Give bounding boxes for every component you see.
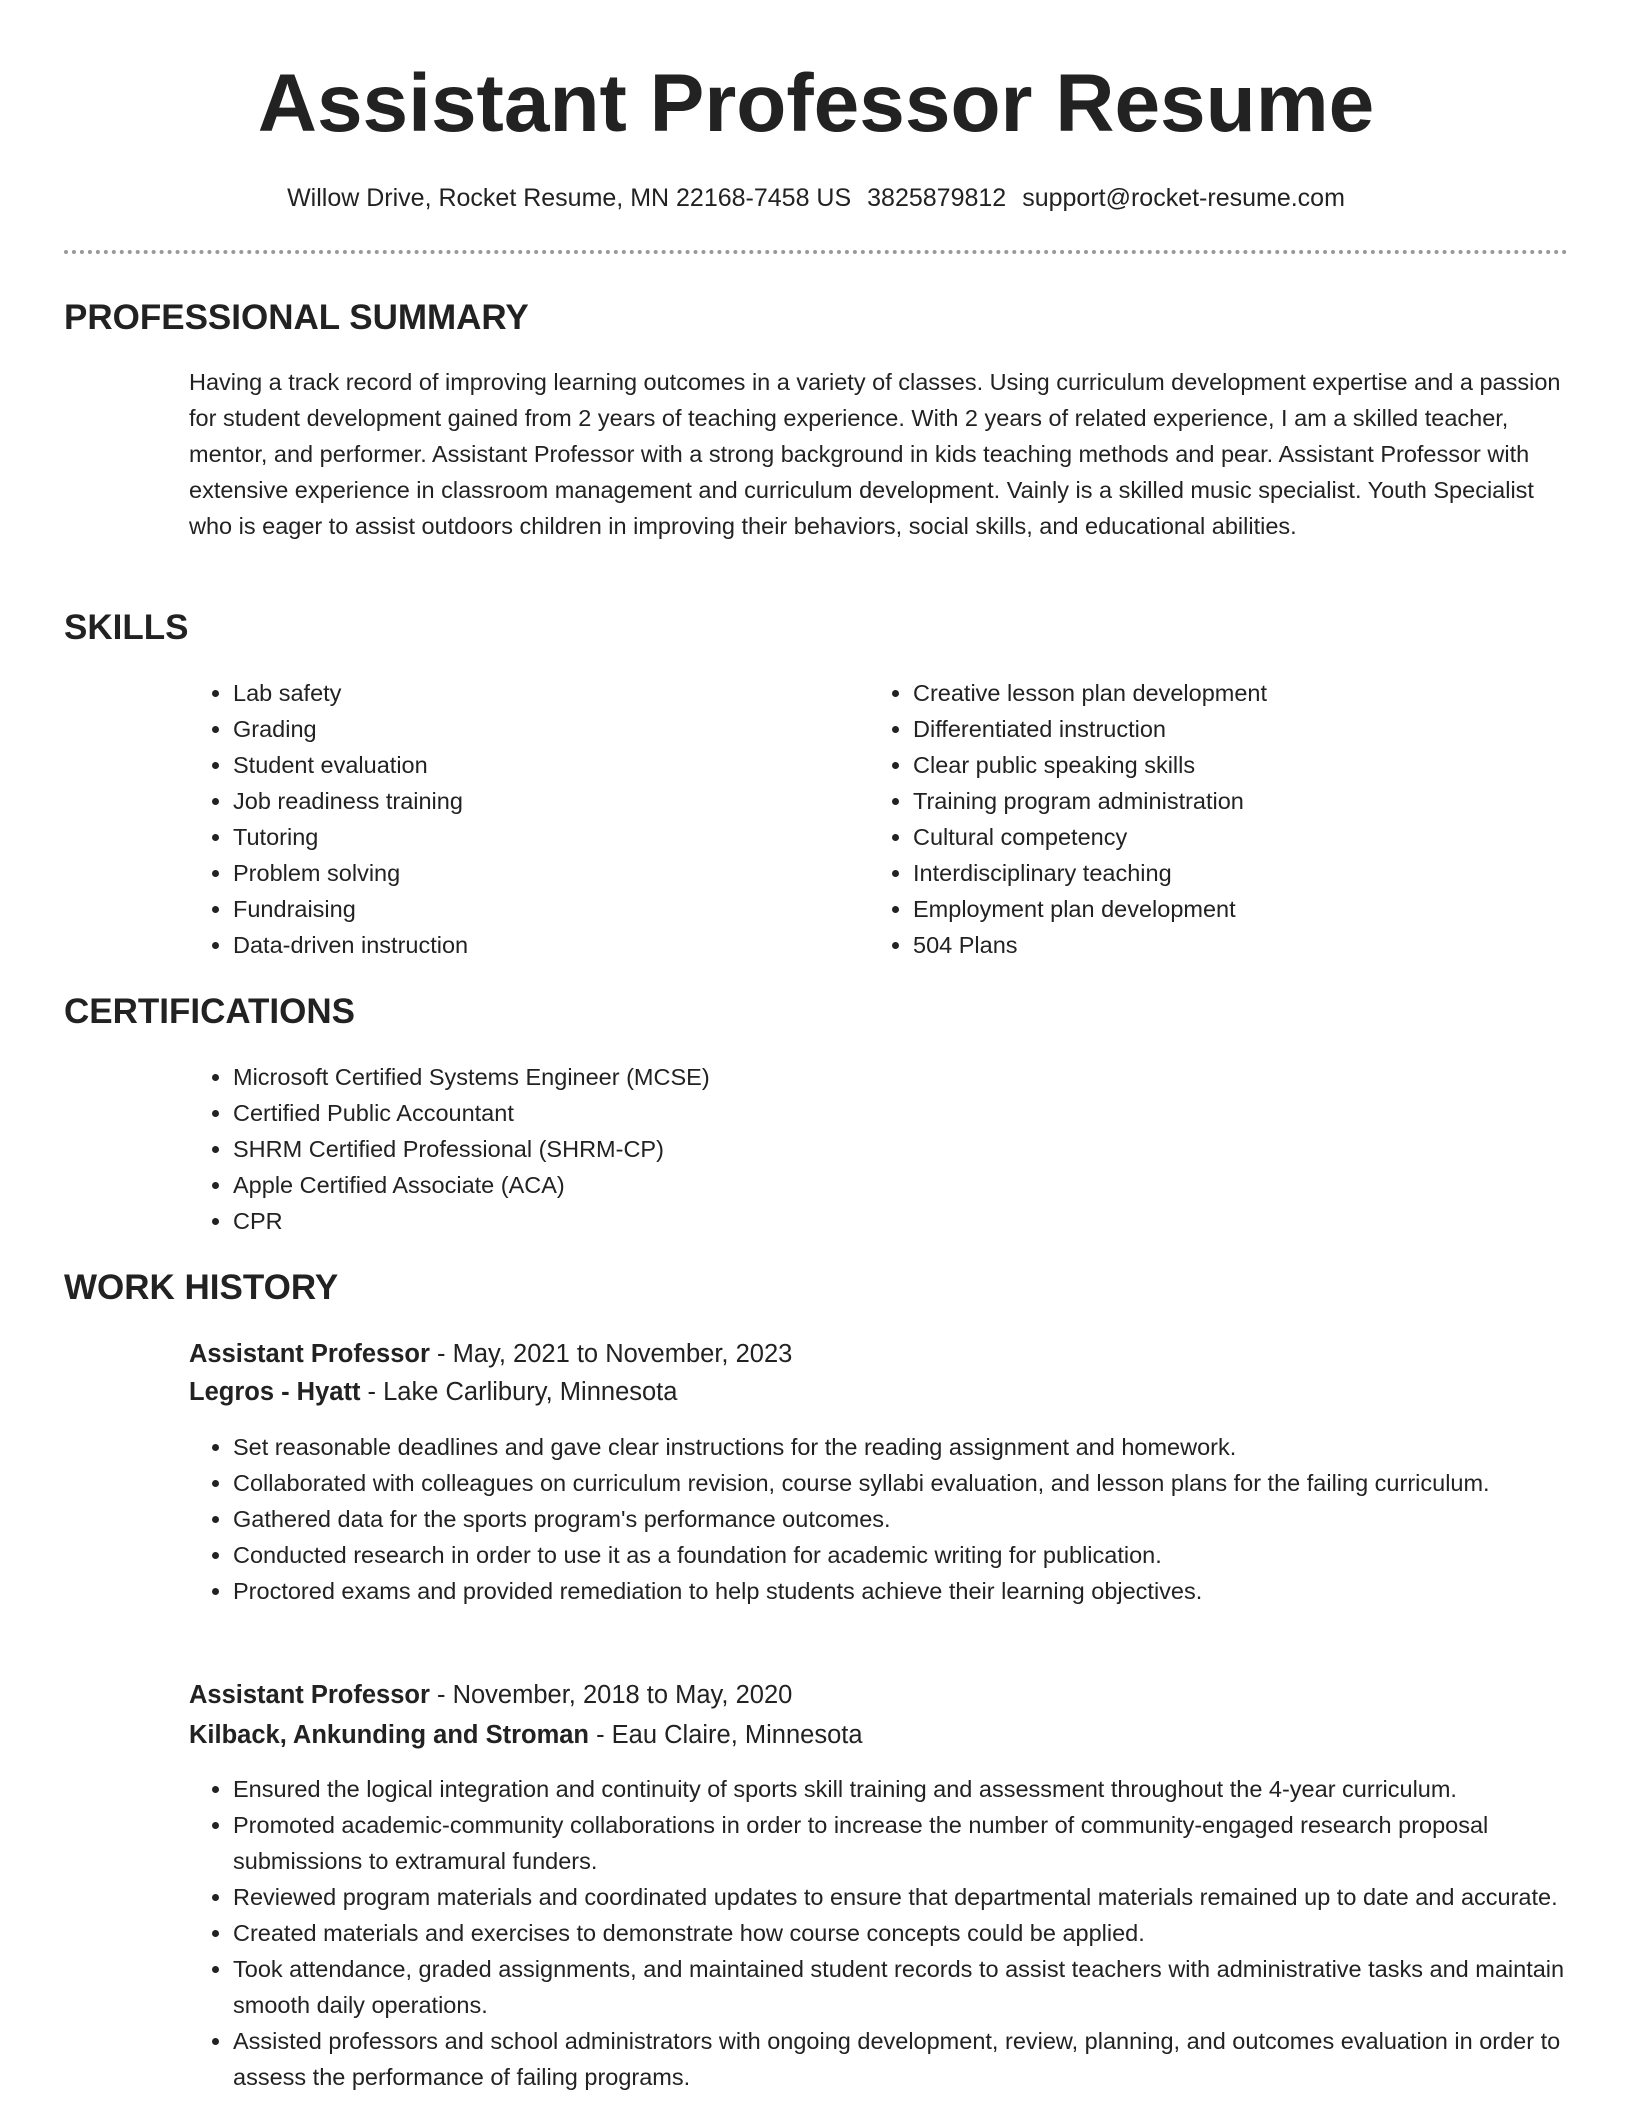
job-company: Legros - Hyatt (189, 1378, 361, 1406)
skill-item: • Lab safety (233, 675, 853, 711)
job-bullet: • Promoted academic-community collaborations in order to increase the number of community-engaged research proposal submissions to extramural funders. (233, 1807, 1613, 1879)
job-bullet: • Conducted research in order to use it as a foundation for academic writing for publication. (233, 1537, 1613, 1573)
certifications-list (189, 1059, 1593, 1239)
skill-item: • Creative lesson plan development (913, 675, 1593, 711)
skill-item: • Job readiness training (233, 783, 853, 819)
job-dates: - May, 2021 to November, 2023 (429, 1340, 793, 1368)
job-company-line (189, 1716, 863, 1754)
skill-item: • Grading (233, 711, 853, 747)
skill-item: • Data-driven instruction (233, 927, 853, 963)
resume-title: Assistant Professor Resume (257, 58, 1375, 149)
skill-item: • Differentiated instruction (913, 711, 1593, 747)
job-bullet: • Took attendance, graded assignments, and maintained student records to assist teachers with administrative tasks and maintain smooth daily operations. (233, 1951, 1613, 2023)
job-bullet: • Collaborated with colleagues on curriculum revision, course syllabi evaluation, and lesson plans for the failing curriculum. (233, 1465, 1613, 1501)
job-title: Assistant Professor (189, 1340, 430, 1368)
skill-item: • Fundraising (233, 891, 853, 927)
job-bullet: • Set reasonable deadlines and gave clear instructions for the reading assignment and homework. (233, 1429, 1613, 1465)
job-bullet: • Assisted professors and school administrators with ongoing development, review, planning, and outcomes evaluation in order to assess the performance of failing programs. (233, 2023, 1613, 2095)
skill-item: • Interdisciplinary teaching (913, 855, 1593, 891)
skills-list-left (189, 675, 853, 963)
job-location: - Eau Claire, Minnesota (589, 1721, 863, 1749)
skills-heading: SKILLS (64, 608, 189, 647)
skill-item: • Tutoring (233, 819, 853, 855)
skill-item: • Cultural competency (913, 819, 1593, 855)
summary-heading: PROFESSIONAL SUMMARY (64, 298, 529, 337)
certification-item: • Microsoft Certified Systems Engineer (MCSE) (233, 1059, 1593, 1095)
summary-text: Having a track record of improving learning outcomes in a variety of classes. Using curriculum development expertise and a passion for student development gained from 2 years of teaching experience. With 2 years of related experience, I am a skilled teacher, mentor, and performer. Assistant Professor with a strong background in kids teaching methods and pear. Assistant Professor with extensive experience in classroom management and curriculum development. Vainly is a skilled music specialist. Youth Specialist who is eager to assist outdoors children in improving their behaviors, social skills, and educational abilities. (189, 369, 1561, 539)
work-history-heading: WORK HISTORY (64, 1268, 339, 1307)
certifications-heading: CERTIFICATIONS (64, 992, 356, 1031)
job-bullet: • Gathered data for the sports program's performance outcomes. (233, 1501, 1613, 1537)
job-bullet: • Ensured the logical integration and continuity of sports skill training and assessment throughout the 4-year curriculum. (233, 1771, 1613, 1807)
job-bullets (189, 1771, 1613, 2095)
job-dates: - November, 2018 to May, 2020 (429, 1681, 793, 1709)
certification-item: • SHRM Certified Professional (SHRM-CP) (233, 1131, 1593, 1167)
job-company: Kilback, Ankunding and Stroman (189, 1721, 590, 1749)
job-location: - Lake Carlibury, Minnesota (360, 1378, 678, 1406)
certification-item: • Certified Public Accountant (233, 1095, 1593, 1131)
contact-address: Willow Drive, Rocket Resume, MN 22168-7458 US (287, 184, 852, 212)
skill-item: • Problem solving (233, 855, 853, 891)
skill-item: • Employment plan development (913, 891, 1593, 927)
job-company-line (189, 1373, 677, 1411)
job-bullet: • Created materials and exercises to demonstrate how course concepts could be applied. (233, 1915, 1613, 1951)
certification-item: • Apple Certified Associate (ACA) (233, 1167, 1593, 1203)
contact-email: support@rocket-resume.com (1022, 184, 1345, 212)
contact-phone: 3825879812 (867, 184, 1007, 212)
job-title-line (189, 1335, 792, 1373)
job-title: Assistant Professor (189, 1681, 430, 1709)
job-title-line (189, 1676, 792, 1714)
job-bullet: • Proctored exams and provided remediation to help students achieve their learning objectives. (233, 1573, 1613, 1609)
skill-item: • Training program administration (913, 783, 1593, 819)
skill-item: • Clear public speaking skills (913, 747, 1593, 783)
skill-item: • 504 Plans (913, 927, 1593, 963)
skills-list-right (869, 675, 1593, 963)
job-bullets (189, 1429, 1613, 1609)
header-divider (64, 250, 1568, 254)
skill-item: • Student evaluation (233, 747, 853, 783)
contact-line (0, 180, 1632, 216)
job-bullet: • Reviewed program materials and coordinated updates to ensure that departmental materials remained up to date and accurate. (233, 1879, 1613, 1915)
certification-item: • CPR (233, 1203, 1593, 1239)
